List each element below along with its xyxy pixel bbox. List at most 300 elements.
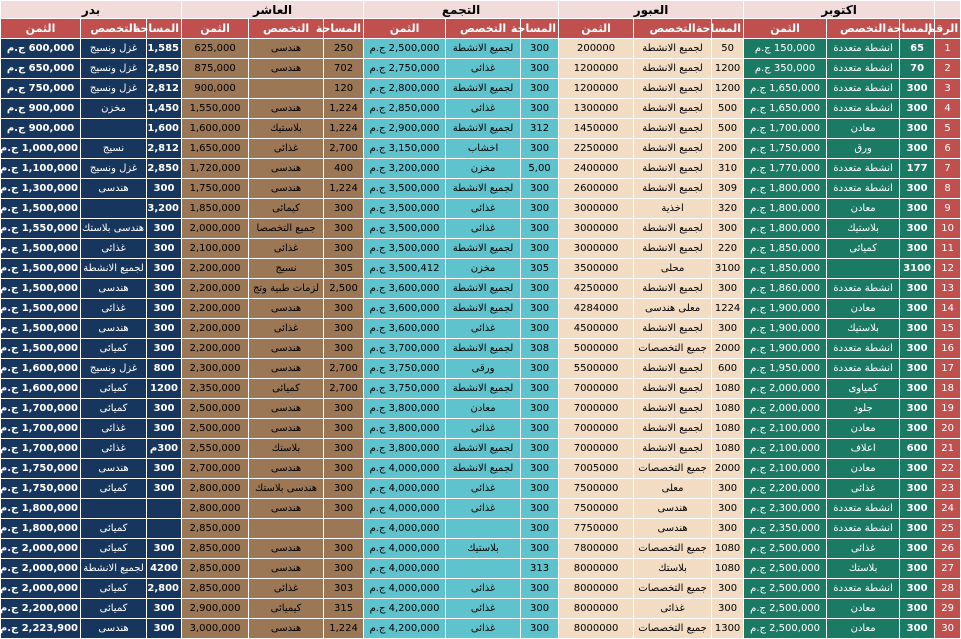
price-cell[interactable]: 3,800,000 ج.م: [364, 399, 446, 419]
price-cell[interactable]: 3,800,000 ج.م: [364, 439, 446, 459]
specialty-cell[interactable]: هندسى: [249, 59, 324, 79]
specialty-cell[interactable]: لجميع الانشطة: [81, 259, 147, 279]
specialty-cell[interactable]: غذائى: [81, 419, 147, 439]
price-cell[interactable]: 4,200,000 ج.م: [364, 599, 446, 619]
price-cell[interactable]: 4,000,000 ج.م: [364, 479, 446, 499]
price-cell[interactable]: 1200000: [559, 59, 634, 79]
price-cell[interactable]: 200000: [559, 39, 634, 59]
specialty-cell[interactable]: هندسى: [249, 339, 324, 359]
row-number-cell[interactable]: 10: [935, 219, 961, 239]
price-cell[interactable]: 1,950,000 ج.م: [744, 359, 827, 379]
specialty-cell[interactable]: كميائى: [81, 339, 147, 359]
column-header-area[interactable]: المساحة: [324, 19, 364, 39]
area-cell[interactable]: 300: [900, 119, 935, 139]
specialty-cell[interactable]: [249, 519, 324, 539]
specialty-cell[interactable]: غذائى: [827, 539, 900, 559]
price-cell[interactable]: 1,500,000 ج.م: [1, 299, 81, 319]
price-cell[interactable]: 3000000: [559, 199, 634, 219]
price-cell[interactable]: 875,000: [182, 59, 249, 79]
area-cell[interactable]: 312: [521, 119, 559, 139]
row-number-cell[interactable]: 1: [935, 39, 961, 59]
area-cell[interactable]: 400: [324, 159, 364, 179]
area-cell[interactable]: 2,500: [324, 279, 364, 299]
area-cell[interactable]: 300: [521, 499, 559, 519]
price-cell[interactable]: 2,000,000: [182, 219, 249, 239]
area-cell[interactable]: 1,224: [324, 99, 364, 119]
specialty-cell[interactable]: جميع التخصصات: [634, 619, 712, 639]
specialty-cell[interactable]: معادن: [827, 419, 900, 439]
price-cell[interactable]: 2,900,000: [182, 599, 249, 619]
price-cell[interactable]: 650,000 ج.م: [1, 59, 81, 79]
price-cell[interactable]: 2250000: [559, 139, 634, 159]
price-cell[interactable]: 3,750,000 ج.م: [364, 359, 446, 379]
row-number-cell[interactable]: 13: [935, 279, 961, 299]
specialty-cell[interactable]: لجميع الانشطة: [634, 319, 712, 339]
area-cell[interactable]: 300: [712, 519, 744, 539]
area-cell[interactable]: 300: [147, 339, 182, 359]
price-cell[interactable]: 3,800,000 ج.م: [364, 419, 446, 439]
price-cell[interactable]: 2,500,000 ج.م: [744, 539, 827, 559]
specialty-cell[interactable]: بلاستيك: [446, 539, 521, 559]
area-cell[interactable]: 300: [324, 559, 364, 579]
area-cell[interactable]: 300: [324, 399, 364, 419]
specialty-cell[interactable]: [446, 559, 521, 579]
specialty-cell[interactable]: هندسى: [249, 359, 324, 379]
price-cell[interactable]: 3,600,000 ج.م: [364, 299, 446, 319]
specialty-cell[interactable]: لجميع الانشطة: [634, 359, 712, 379]
row-number-cell[interactable]: 22: [935, 459, 961, 479]
price-cell[interactable]: 3,500,000 ج.م: [364, 179, 446, 199]
specialty-cell[interactable]: انشطة متعددة: [827, 59, 900, 79]
area-cell[interactable]: 300: [521, 359, 559, 379]
specialty-cell[interactable]: لجميع الانشطة: [634, 379, 712, 399]
area-cell[interactable]: 2,700: [324, 359, 364, 379]
specialty-cell[interactable]: انشطة متعددة: [827, 179, 900, 199]
group-header-tagamoa[interactable]: التجمع: [364, 1, 559, 19]
area-cell[interactable]: 300: [900, 539, 935, 559]
area-cell[interactable]: 250: [324, 39, 364, 59]
specialty-cell[interactable]: هندسى: [249, 419, 324, 439]
price-cell[interactable]: 2,223,900 ج.م: [1, 619, 81, 639]
area-cell[interactable]: 1080: [712, 379, 744, 399]
column-header-area[interactable]: المساحة: [521, 19, 559, 39]
price-cell[interactable]: 1,650,000 ج.م: [744, 99, 827, 119]
price-cell[interactable]: 2,000,000 ج.م: [1, 559, 81, 579]
area-cell[interactable]: 2,800: [147, 579, 182, 599]
price-cell[interactable]: 2,850,000 ج.م: [364, 99, 446, 119]
area-cell[interactable]: 300: [521, 99, 559, 119]
specialty-cell[interactable]: هندسى بلاستك: [249, 479, 324, 499]
area-cell[interactable]: 300: [521, 479, 559, 499]
area-cell[interactable]: 2,850: [147, 159, 182, 179]
specialty-cell[interactable]: غذائى: [249, 139, 324, 159]
row-number-cell[interactable]: 5: [935, 119, 961, 139]
specialty-cell[interactable]: بلاستيك: [827, 319, 900, 339]
price-cell[interactable]: 2,100,000: [182, 239, 249, 259]
price-cell[interactable]: 2,200,000: [182, 259, 249, 279]
specialty-cell[interactable]: غذائى: [249, 239, 324, 259]
area-cell[interactable]: 300: [900, 399, 935, 419]
area-cell[interactable]: 300: [147, 299, 182, 319]
row-number-cell[interactable]: 7: [935, 159, 961, 179]
row-number-cell[interactable]: 28: [935, 579, 961, 599]
area-cell[interactable]: 200: [712, 139, 744, 159]
specialty-cell[interactable]: انشطة متعددة: [827, 359, 900, 379]
specialty-cell[interactable]: كميائى: [249, 379, 324, 399]
price-cell[interactable]: 2,500,000: [182, 419, 249, 439]
price-cell[interactable]: 8000000: [559, 619, 634, 639]
specialty-cell[interactable]: معادن: [827, 599, 900, 619]
row-number-cell[interactable]: 12: [935, 259, 961, 279]
column-header-area[interactable]: المساحة: [900, 19, 935, 39]
area-cell[interactable]: 300: [900, 339, 935, 359]
price-cell[interactable]: 7500000: [559, 499, 634, 519]
specialty-cell[interactable]: كميائى: [81, 519, 147, 539]
specialty-cell[interactable]: جميع التخصصات: [634, 459, 712, 479]
area-cell[interactable]: 300: [521, 519, 559, 539]
price-cell[interactable]: 1,650,000: [182, 139, 249, 159]
price-cell[interactable]: 1,700,000 ج.م: [1, 399, 81, 419]
area-cell[interactable]: 1,585: [147, 39, 182, 59]
specialty-cell[interactable]: مخزن: [81, 99, 147, 119]
specialty-cell[interactable]: محلى: [634, 259, 712, 279]
area-cell[interactable]: 300: [900, 219, 935, 239]
area-cell[interactable]: 300: [147, 179, 182, 199]
price-cell[interactable]: 1,700,000 ج.م: [1, 439, 81, 459]
group-header-tenth[interactable]: العاشر: [182, 1, 364, 19]
area-cell[interactable]: 315: [324, 599, 364, 619]
price-cell[interactable]: 1,500,000 ج.م: [1, 259, 81, 279]
price-cell[interactable]: 2,350,000 ج.م: [744, 519, 827, 539]
area-cell[interactable]: 310: [712, 159, 744, 179]
area-cell[interactable]: 300: [900, 239, 935, 259]
price-cell[interactable]: 2,200,000 ج.م: [1, 599, 81, 619]
area-cell[interactable]: 1,224: [324, 619, 364, 639]
area-cell[interactable]: 300: [521, 239, 559, 259]
price-cell[interactable]: 2,700,000: [182, 459, 249, 479]
row-number-cell[interactable]: 4: [935, 99, 961, 119]
price-cell[interactable]: 2400000: [559, 159, 634, 179]
area-cell[interactable]: 300: [900, 299, 935, 319]
price-cell[interactable]: 2,850,000: [182, 539, 249, 559]
specialty-cell[interactable]: جميع التخصصا: [249, 219, 324, 239]
price-cell[interactable]: 2,500,000 ج.م: [744, 599, 827, 619]
specialty-cell[interactable]: كميائى: [81, 399, 147, 419]
row-number-cell[interactable]: 11: [935, 239, 961, 259]
area-cell[interactable]: 1224: [712, 299, 744, 319]
specialty-cell[interactable]: انشطة متعددة: [827, 159, 900, 179]
price-cell[interactable]: 1450000: [559, 119, 634, 139]
specialty-cell[interactable]: كميائى: [81, 479, 147, 499]
area-cell[interactable]: 300: [324, 299, 364, 319]
price-cell[interactable]: 7005000: [559, 459, 634, 479]
area-cell[interactable]: 305: [521, 259, 559, 279]
price-cell[interactable]: 2,100,000 ج.م: [744, 419, 827, 439]
price-cell[interactable]: 2,000,000 ج.م: [1, 579, 81, 599]
row-number-cell[interactable]: 27: [935, 559, 961, 579]
area-cell[interactable]: 300: [521, 439, 559, 459]
area-cell[interactable]: 1,600: [147, 119, 182, 139]
specialty-cell[interactable]: هندسى: [81, 179, 147, 199]
price-cell[interactable]: 2,850,000: [182, 519, 249, 539]
price-cell[interactable]: 7000000: [559, 379, 634, 399]
specialty-cell[interactable]: انشطة متعددة: [827, 79, 900, 99]
specialty-cell[interactable]: انشطة متعددة: [827, 499, 900, 519]
area-cell[interactable]: 600: [900, 439, 935, 459]
specialty-cell[interactable]: كميائى: [81, 579, 147, 599]
area-cell[interactable]: 300: [900, 579, 935, 599]
specialty-cell[interactable]: غزل ونسيج: [81, 359, 147, 379]
specialty-cell[interactable]: مخزن: [446, 259, 521, 279]
specialty-cell[interactable]: كمياوى: [827, 379, 900, 399]
price-cell[interactable]: 2,500,000 ج.م: [744, 619, 827, 639]
area-cell[interactable]: 500: [712, 119, 744, 139]
specialty-cell[interactable]: غذائى: [446, 99, 521, 119]
specialty-cell[interactable]: لجميع الانشطة: [634, 419, 712, 439]
price-cell[interactable]: 1,600,000: [182, 119, 249, 139]
row-number-cell[interactable]: 20: [935, 419, 961, 439]
specialty-cell[interactable]: هندسى: [249, 159, 324, 179]
specialty-cell[interactable]: غذائى: [81, 239, 147, 259]
row-number-cell[interactable]: 8: [935, 179, 961, 199]
column-header-price[interactable]: الثمن: [364, 19, 446, 39]
specialty-cell[interactable]: هندسى: [249, 39, 324, 59]
price-cell[interactable]: 1,850,000 ج.م: [744, 259, 827, 279]
price-cell[interactable]: 4284000: [559, 299, 634, 319]
specialty-cell[interactable]: اعلاف: [827, 439, 900, 459]
price-cell[interactable]: 1,750,000 ج.م: [1, 459, 81, 479]
price-cell[interactable]: 1300000: [559, 99, 634, 119]
price-cell[interactable]: 1,900,000 ج.م: [744, 339, 827, 359]
specialty-cell[interactable]: غذائى: [446, 579, 521, 599]
area-cell[interactable]: 300: [900, 559, 935, 579]
area-cell[interactable]: [324, 519, 364, 539]
price-cell[interactable]: 3,600,000 ج.م: [364, 319, 446, 339]
area-cell[interactable]: 1080: [712, 439, 744, 459]
specialty-cell[interactable]: انشطة متعددة: [827, 519, 900, 539]
area-cell[interactable]: 3,200: [147, 199, 182, 219]
row-number-cell[interactable]: 2: [935, 59, 961, 79]
area-cell[interactable]: 300: [324, 199, 364, 219]
price-cell[interactable]: 2,500,000 ج.م: [744, 559, 827, 579]
price-cell[interactable]: 3000000: [559, 239, 634, 259]
area-cell[interactable]: 300: [900, 379, 935, 399]
area-cell[interactable]: 300: [521, 179, 559, 199]
specialty-cell[interactable]: لجميع الانشطة: [446, 299, 521, 319]
price-cell[interactable]: 8000000: [559, 559, 634, 579]
specialty-cell[interactable]: كميائى: [81, 599, 147, 619]
price-cell[interactable]: 1,550,000 ج.م: [1, 219, 81, 239]
price-cell[interactable]: 1,800,000 ج.م: [1, 499, 81, 519]
specialty-cell[interactable]: غذائى: [446, 319, 521, 339]
area-cell[interactable]: 300: [324, 479, 364, 499]
column-header-index[interactable]: الرقم: [935, 19, 961, 39]
specialty-cell[interactable]: [827, 259, 900, 279]
area-cell[interactable]: 300: [324, 339, 364, 359]
area-cell[interactable]: 300: [521, 319, 559, 339]
price-cell[interactable]: 1200000: [559, 79, 634, 99]
area-cell[interactable]: 313: [521, 559, 559, 579]
specialty-cell[interactable]: معلى هندسى: [634, 299, 712, 319]
area-cell[interactable]: 300: [712, 279, 744, 299]
area-cell[interactable]: 300: [147, 239, 182, 259]
row-number-cell[interactable]: 25: [935, 519, 961, 539]
area-cell[interactable]: 1080: [712, 559, 744, 579]
specialty-cell[interactable]: لجميع الانشطة: [634, 159, 712, 179]
price-cell[interactable]: 7750000: [559, 519, 634, 539]
price-cell[interactable]: 4,000,000 ج.م: [364, 499, 446, 519]
price-cell[interactable]: 900,000: [182, 79, 249, 99]
area-cell[interactable]: 300: [712, 219, 744, 239]
specialty-cell[interactable]: لجميع الانشطة: [446, 339, 521, 359]
specialty-cell[interactable]: [81, 119, 147, 139]
price-cell[interactable]: 2,200,000: [182, 319, 249, 339]
specialty-cell[interactable]: لجميع الانشطة: [634, 39, 712, 59]
area-cell[interactable]: 303: [324, 579, 364, 599]
price-cell[interactable]: 3,700,000 ج.م: [364, 339, 446, 359]
specialty-cell[interactable]: انشطة متعددة: [827, 339, 900, 359]
price-cell[interactable]: 4,200,000 ج.م: [364, 619, 446, 639]
area-cell[interactable]: 320: [712, 199, 744, 219]
row-number-cell[interactable]: 17: [935, 359, 961, 379]
specialty-cell[interactable]: غذائى: [249, 579, 324, 599]
price-cell[interactable]: 7800000: [559, 539, 634, 559]
price-cell[interactable]: 7000000: [559, 419, 634, 439]
specialty-cell[interactable]: لجميع الانشطة: [634, 119, 712, 139]
price-cell[interactable]: 1,800,000 ج.م: [744, 219, 827, 239]
area-cell[interactable]: 300: [712, 599, 744, 619]
specialty-cell[interactable]: لجميع الانشطة: [446, 379, 521, 399]
area-cell[interactable]: 300: [521, 539, 559, 559]
price-cell[interactable]: 3,000,000: [182, 619, 249, 639]
specialty-cell[interactable]: لجميع الانشطة: [634, 139, 712, 159]
area-cell[interactable]: 300: [900, 319, 935, 339]
price-cell[interactable]: 2,200,000: [182, 339, 249, 359]
area-cell[interactable]: 2,700: [324, 139, 364, 159]
specialty-cell[interactable]: انشطة متعددة: [827, 39, 900, 59]
specialty-cell[interactable]: اخشاب: [446, 139, 521, 159]
area-cell[interactable]: 300: [521, 139, 559, 159]
price-cell[interactable]: 1,800,000 ج.م: [1, 519, 81, 539]
area-cell[interactable]: 300: [147, 279, 182, 299]
column-header-price[interactable]: الثمن: [1, 19, 81, 39]
specialty-cell[interactable]: معادن: [827, 299, 900, 319]
area-cell[interactable]: 300: [147, 419, 182, 439]
price-cell[interactable]: 3,500,000 ج.م: [364, 199, 446, 219]
area-cell[interactable]: 300: [521, 619, 559, 639]
area-cell[interactable]: 1,450: [147, 99, 182, 119]
group-header-obour[interactable]: العبور: [559, 1, 744, 19]
specialty-cell[interactable]: غذائى: [446, 479, 521, 499]
area-cell[interactable]: 177: [900, 159, 935, 179]
row-number-cell[interactable]: 6: [935, 139, 961, 159]
specialty-cell[interactable]: ورق: [827, 139, 900, 159]
price-cell[interactable]: 4,000,000 ج.م: [364, 519, 446, 539]
price-cell[interactable]: 2,850,000: [182, 559, 249, 579]
area-cell[interactable]: 300: [324, 319, 364, 339]
area-cell[interactable]: 600: [712, 359, 744, 379]
price-cell[interactable]: 8000000: [559, 599, 634, 619]
price-cell[interactable]: 1,850,000: [182, 199, 249, 219]
price-cell[interactable]: 350,000 ج.م: [744, 59, 827, 79]
price-cell[interactable]: 1,500,000 ج.م: [1, 339, 81, 359]
price-cell[interactable]: 7500000: [559, 479, 634, 499]
specialty-cell[interactable]: غذائى: [81, 439, 147, 459]
area-cell[interactable]: 800: [147, 359, 182, 379]
area-cell[interactable]: 300: [900, 619, 935, 639]
price-cell[interactable]: 8000000: [559, 579, 634, 599]
area-cell[interactable]: 3100: [900, 259, 935, 279]
price-cell[interactable]: 1,800,000 ج.م: [744, 179, 827, 199]
specialty-cell[interactable]: هندسى: [81, 279, 147, 299]
area-cell[interactable]: 300: [324, 239, 364, 259]
area-cell[interactable]: 1200: [712, 59, 744, 79]
price-cell[interactable]: 1,860,000 ج.م: [744, 279, 827, 299]
specialty-cell[interactable]: هندسى: [249, 619, 324, 639]
row-number-cell[interactable]: 3: [935, 79, 961, 99]
row-number-cell[interactable]: 21: [935, 439, 961, 459]
price-cell[interactable]: 2,550,000: [182, 439, 249, 459]
price-cell[interactable]: 4500000: [559, 319, 634, 339]
area-cell[interactable]: 300: [521, 579, 559, 599]
price-cell[interactable]: 5000000: [559, 339, 634, 359]
area-cell[interactable]: 300: [521, 419, 559, 439]
price-cell[interactable]: 2,750,000 ج.م: [364, 59, 446, 79]
price-cell[interactable]: 5500000: [559, 359, 634, 379]
area-cell[interactable]: 309: [712, 179, 744, 199]
specialty-cell[interactable]: معلى: [634, 479, 712, 499]
specialty-cell[interactable]: غذائى: [634, 599, 712, 619]
price-cell[interactable]: 3,600,000 ج.م: [364, 279, 446, 299]
area-cell[interactable]: 1080: [712, 399, 744, 419]
specialty-cell[interactable]: غزل ونسيج: [81, 159, 147, 179]
area-cell[interactable]: 300: [324, 439, 364, 459]
area-cell[interactable]: 300: [324, 419, 364, 439]
specialty-cell[interactable]: جميع التخصصات: [634, 339, 712, 359]
area-cell[interactable]: 1080: [712, 539, 744, 559]
specialty-cell[interactable]: انشطة متعددة: [827, 279, 900, 299]
area-cell[interactable]: 300: [900, 179, 935, 199]
specialty-cell[interactable]: هندسى: [81, 459, 147, 479]
specialty-cell[interactable]: كميائى: [827, 239, 900, 259]
price-cell[interactable]: 1,900,000 ج.م: [744, 299, 827, 319]
price-cell[interactable]: 1,500,000 ج.م: [1, 199, 81, 219]
area-cell[interactable]: 300: [900, 279, 935, 299]
area-cell[interactable]: 50: [712, 39, 744, 59]
specialty-cell[interactable]: كيميائى: [249, 599, 324, 619]
row-number-cell[interactable]: 15: [935, 319, 961, 339]
price-cell[interactable]: 3,500,000 ج.م: [364, 239, 446, 259]
specialty-cell[interactable]: انشطة متعددة: [827, 99, 900, 119]
group-header-badr[interactable]: بدر: [1, 1, 182, 19]
area-cell[interactable]: 300: [324, 539, 364, 559]
price-cell[interactable]: 4,000,000 ج.م: [364, 539, 446, 559]
specialty-cell[interactable]: غذائى: [446, 59, 521, 79]
specialty-cell[interactable]: انشطة متعددة: [827, 579, 900, 599]
area-cell[interactable]: 120: [324, 79, 364, 99]
price-cell[interactable]: 2,850,000: [182, 579, 249, 599]
specialty-cell[interactable]: هندسى: [249, 399, 324, 419]
specialty-cell[interactable]: نسيج: [81, 139, 147, 159]
area-cell[interactable]: 2,812: [147, 79, 182, 99]
price-cell[interactable]: 1,720,000: [182, 159, 249, 179]
price-cell[interactable]: 2,800,000: [182, 499, 249, 519]
price-cell[interactable]: 7000000: [559, 399, 634, 419]
column-header-specialty[interactable]: التخصص: [81, 19, 147, 39]
area-cell[interactable]: 300: [521, 39, 559, 59]
area-cell[interactable]: 1300: [712, 619, 744, 639]
price-cell[interactable]: 2,900,000 ج.م: [364, 119, 446, 139]
